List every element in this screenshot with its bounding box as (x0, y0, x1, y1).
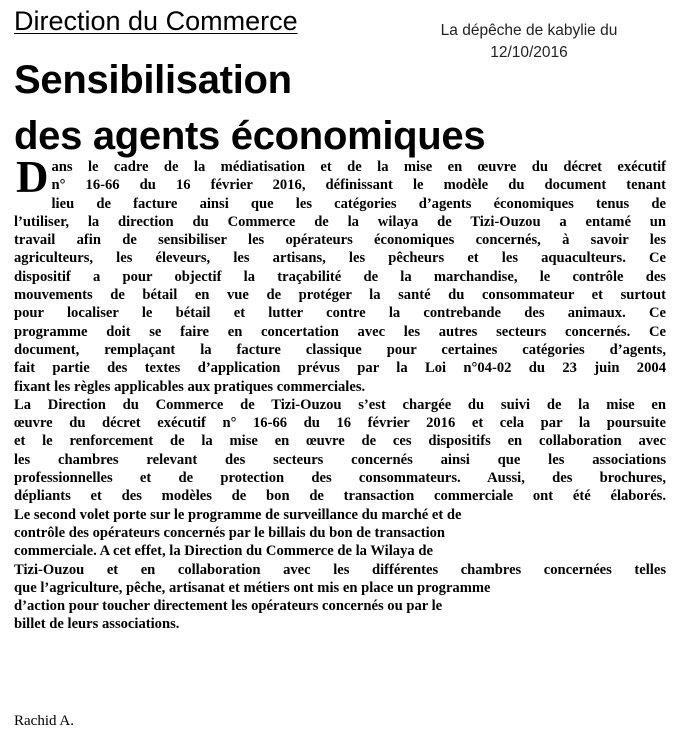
headline (14, 52, 664, 164)
article-line: travail afin de sensibiliser les opérateurs économiques concernés, à savoir les (14, 232, 666, 249)
article-line: pour localiser le bétail et lutter contre la contrebande des animaux. Ce (14, 305, 666, 322)
article-line: Tizi-Ouzou et en collaboration avec les différentes chambres concernées telles (14, 561, 666, 578)
headline-line-1: Sensibilisation (14, 58, 292, 102)
headline-line-2: des agents économiques (14, 114, 486, 158)
drop-cap: D (16, 152, 49, 202)
article-line: fait partie des textes d’application prévus par la Loi n°04-02 du 23 juin 2004 (14, 360, 666, 377)
article-line: lieu de facture ainsi que les catégories d’agents économiques tenus de (51, 195, 666, 212)
article-line: professionnelles et de protection des consommateurs. Aussi, des brochures, (14, 470, 666, 487)
article-line: Le second volet porte sur le programme de surveillance du marché et de (14, 506, 462, 523)
article-line: que l’agriculture, pêche, artisanat et métiers ont mis en place un programme (14, 579, 491, 596)
article-line: d’action pour toucher directement les opérateurs concernés ou par le (14, 598, 443, 615)
article-body (14, 152, 666, 634)
article-line: La Direction du Commerce de Tizi-Ouzou s’est chargée du suivi de la mise en (14, 396, 666, 413)
article-line: dépliants et des modèles de bon de transaction commerciale ont été élaborés. (14, 488, 666, 505)
article-line: commerciale. A cet effet, la Direction du Commerce de la Wilaya de (14, 543, 433, 560)
article-line: programme doit se faire en concertation avec les autres secteurs concernés. Ce (14, 323, 666, 340)
article-line: fixant les règles applicables aux pratiques commerciales. (14, 378, 366, 395)
article-line: les chambres relevant des secteurs concernés ainsi que les associations (14, 451, 666, 468)
section-title: Direction du Commerce (14, 6, 298, 36)
article-line: billet de leurs associations. (14, 616, 180, 633)
article-line: document, remplaçant la facture classique pour certaines catégories d’agents, (14, 341, 666, 358)
article-line: dispositif a pour objectif la traçabilité de la marchandise, le contrôle des (14, 268, 666, 285)
source-date: 12/10/2016 (490, 44, 568, 61)
article-line: l’utiliser, la direction du Commerce de la wilaya de Tizi-Ouzou a entamé un (14, 213, 666, 230)
article-line: et le renforcement de la mise en œuvre de ces dispositifs en collaboration avec (14, 433, 666, 450)
article-line: contrôle des opérateurs concernés par le billais du bon de transaction (14, 524, 446, 541)
article-line: œuvre du décret exécutif n° 16-66 du 16 février 2016 et cela par la poursuite (14, 415, 666, 432)
article-line: mouvements de bétail en vue de protéger la santé du consommateur et surtout (14, 287, 666, 304)
article-line: ans le cadre de la médiatisation et de la mise en œuvre du décret exécutif (51, 159, 666, 175)
author-signature: Rachid A. (14, 713, 74, 729)
article-line: agriculteurs, les éleveurs, les artisans, les pêcheurs et les aquaculteurs. Ce (14, 250, 666, 267)
source-publication: La dépêche de kabylie du (440, 22, 618, 39)
article-line: n° 16-66 du 16 février 2016, définissant le modèle du document tenant (51, 177, 666, 194)
